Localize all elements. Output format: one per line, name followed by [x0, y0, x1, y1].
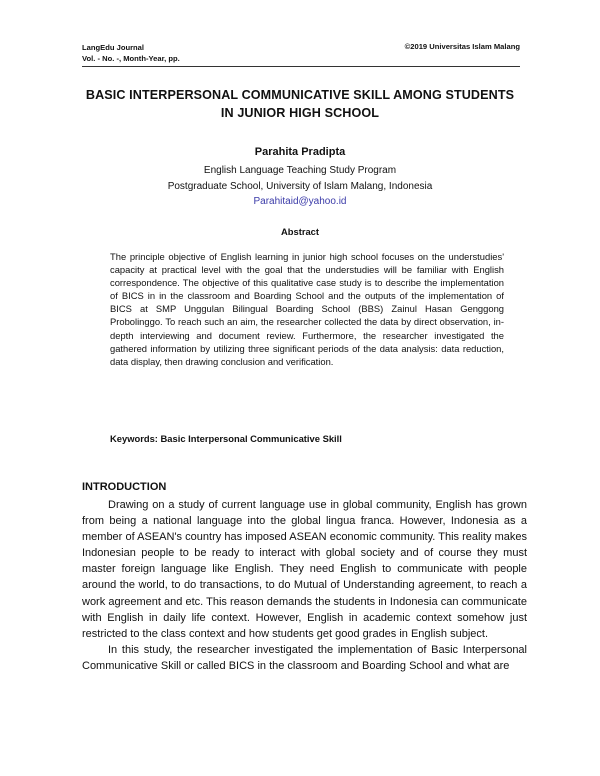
keywords-line: Keywords: Basic Interpersonal Communicative Skill: [110, 433, 342, 444]
copyright-notice: ©2019 Universitas Islam Malang: [404, 42, 520, 51]
header-divider: [82, 66, 520, 67]
paper-title-line-2: IN JUNIOR HIGH SCHOOL: [220, 106, 380, 120]
author-name: Parahita Pradipta: [254, 146, 346, 158]
journal-volume: Vol. - No. -, Month-Year, pp.: [82, 54, 180, 63]
affiliation-program: English Language Teaching Study Program: [203, 165, 397, 176]
running-header-left: [82, 42, 180, 64]
introduction-paragraph-1: Drawing on a study of current language use in global community, English has grown from being a national language into the global lingua franca. However, Indonesia as a member of ASEAN's country has imposed ASEAN economic community. This reality makes Indonesian people to be ready to interact with global society and of course they must master foreign language like English. They need English to communicate with people around the world, to do transactions, to do Mutual of Understanding agreement, to reach a work agreement and etc. This reason demands the students in Indonesia can communicate with English in daily life context. However, English in academic context somehow just restricted to the class context and how students get good grades in English subject.: [82, 499, 527, 640]
paper-title-line-1: BASIC INTERPERSONAL COMMUNICATIVE SKILL AMONG STUDENTS: [85, 88, 515, 102]
author-affiliation: [0, 163, 600, 210]
abstract-text: The principle objective of English learning in junior high school focuses on the understudies' capacity at practical level with the goal that the understudies will be familiar with English correspondence. The objective of this qualitative case study is to describe the implementation of BICS in in the classroom and Boarding School and the outputs of the implementation of BICS at SMP Unggulan Bilingual Boarding School (BBS) Zainul Hasan Genggong Probolinggo. To reach such an aim, the researcher collected the data by direct observation, in-depth interviewing and document review. Furthermore, the researcher investigated the gathered information by utilizing three significant periods of the data analysis: data reduction, data display, then drawing conclusion and verification.: [110, 251, 504, 367]
author-email-link[interactable]: Parahitaid@yahoo.id: [253, 196, 347, 207]
introduction-body: [82, 497, 527, 674]
affiliation-school: Postgraduate School, University of Islam Malang, Indonesia: [167, 180, 433, 192]
journal-name: LangEdu Journal: [82, 43, 145, 52]
abstract-heading: Abstract: [280, 226, 320, 237]
paper-title: [70, 86, 530, 122]
introduction-paragraph-2: In this study, the researcher investigated the implementation of Basic Interpersonal Communicative Skill or called BICS in the classroom and Boarding School and what are: [82, 643, 527, 672]
introduction-heading: INTRODUCTION: [82, 481, 167, 493]
